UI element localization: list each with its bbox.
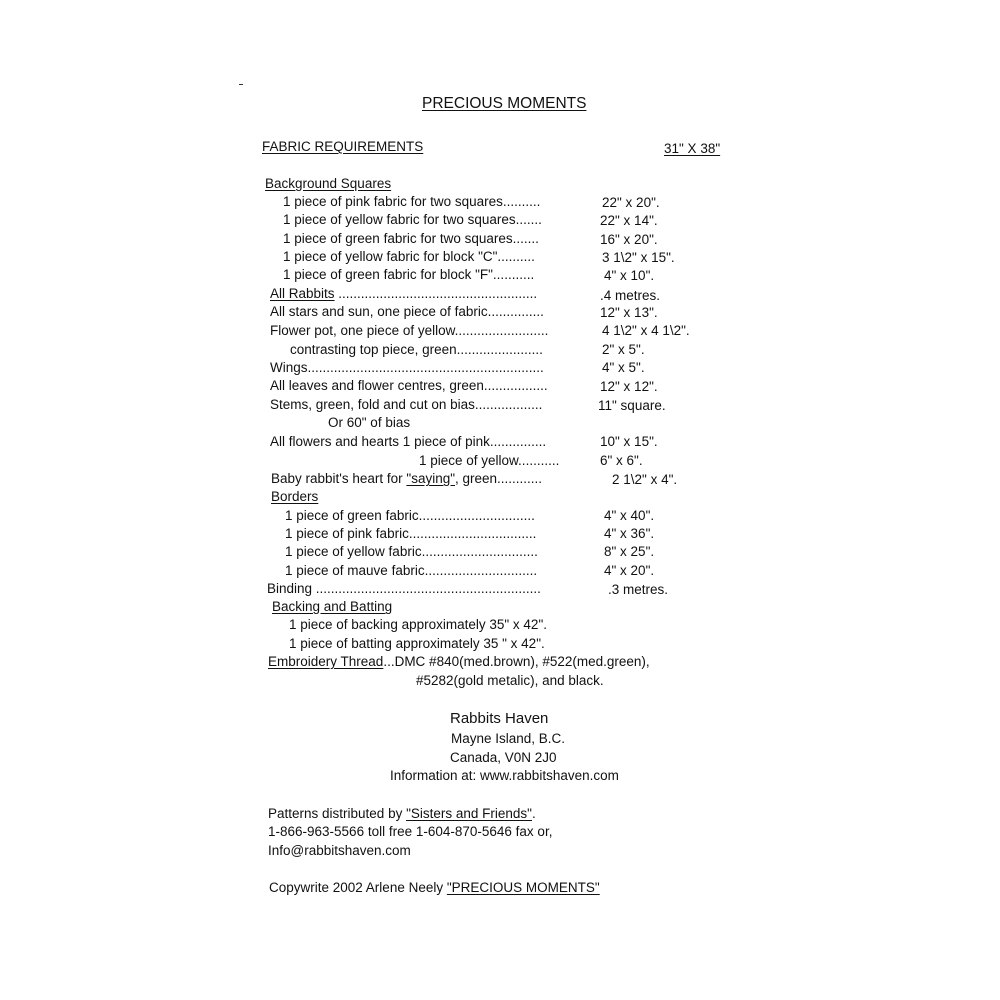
flowers-yellow-value: 6" x 6". xyxy=(600,453,643,468)
copyright-title: "PRECIOUS MOMENTS" xyxy=(446,880,600,895)
page-title: PRECIOUS MOMENTS xyxy=(422,95,587,112)
border-item-desc: 1 piece of green fabric............................... xyxy=(285,508,535,523)
bg-item-desc: 1 piece of green fabric for two squares....... xyxy=(283,231,539,246)
item-value: 2" x 5". xyxy=(602,342,645,357)
item-value: 4" x 5". xyxy=(602,360,645,375)
item-value: 12" x 12". xyxy=(600,379,658,394)
bg-item-value: 3 1\2" x 15". xyxy=(602,250,675,265)
flowers-value: 10" x 15". xyxy=(600,434,658,449)
copyright-line xyxy=(269,879,600,897)
bg-item-desc: 1 piece of yellow fabric for two squares....... xyxy=(283,212,542,227)
phone-line: 1-866-963-5566 toll free 1-604-870-5646 fax or, xyxy=(268,824,553,839)
border-item-value: 4" x 36". xyxy=(604,526,655,541)
item-value: 4 1\2" x 4 1\2". xyxy=(602,323,690,338)
all-rabbits-leader: ..................................................... xyxy=(334,286,538,301)
bg-item-desc: 1 piece of yellow fabric for block "C".......... xyxy=(283,249,535,264)
backing-line: 1 piece of backing approximately 35" x 42". xyxy=(289,617,547,632)
company-city: Mayne Island, B.C. xyxy=(451,731,566,746)
all-rabbits-value: .4 metres. xyxy=(600,288,661,303)
border-item-value: 4" x 40". xyxy=(604,508,655,523)
bg-item-value: 16" x 20". xyxy=(600,232,658,247)
item-desc: Wings............................................................... xyxy=(270,360,544,375)
baby-rabbit-value: 2 1\2" x 4". xyxy=(612,472,678,487)
baby-rabbit-desc xyxy=(271,470,542,488)
embroidery-line-2: #5282(gold metalic), and black. xyxy=(416,673,604,688)
item-desc: Stems, green, fold and cut on bias.................. xyxy=(270,397,543,412)
company-country: Canada, V0N 2J0 xyxy=(450,750,557,765)
binding-value: .3 metres. xyxy=(608,582,669,597)
border-item-value: 4" x 20". xyxy=(604,563,655,578)
company-name: Rabbits Haven xyxy=(450,710,549,727)
bg-item-value: 22" x 20". xyxy=(602,195,660,210)
stray-mark xyxy=(239,84,243,85)
borders-heading: Borders xyxy=(271,489,319,504)
bg-item-value: 4" x 10". xyxy=(604,268,655,283)
embroidery-row xyxy=(268,653,650,671)
item-value: 11" square. xyxy=(598,398,666,413)
distributor-name: "Sisters and Friends" xyxy=(406,806,532,821)
item-desc: All leaves and flower centres, green................. xyxy=(270,378,548,393)
quilt-size: 31" X 38" xyxy=(664,141,721,156)
company-info: Information at: www.rabbitshaven.com xyxy=(390,768,619,783)
email-line: Info@rabbitshaven.com xyxy=(268,843,411,858)
saying-label: "saying" xyxy=(406,471,456,486)
all-rabbits-label: All Rabbits xyxy=(270,286,335,301)
border-item-desc: 1 piece of mauve fabric.............................. xyxy=(285,563,538,578)
distribution-text: Patterns distributed by xyxy=(268,806,407,821)
fabric-requirements-heading: FABRIC REQUIREMENTS xyxy=(262,139,424,154)
item-desc: contrasting top piece, green....................... xyxy=(290,342,543,357)
item-desc: Flower pot, one piece of yellow......................... xyxy=(270,323,549,338)
backing-heading: Backing and Batting xyxy=(272,599,393,614)
baby-rabbit-leader: , green............ xyxy=(455,471,543,486)
bg-item-desc: 1 piece of pink fabric for two squares.......... xyxy=(283,194,541,209)
batting-line: 1 piece of batting approximately 35 " x 42". xyxy=(289,636,545,651)
copyright-text: Copywrite 2002 Arlene Neely xyxy=(269,880,447,895)
all-rabbits-row xyxy=(270,285,537,303)
baby-rabbit-text: Baby rabbit's heart for xyxy=(271,471,407,486)
item-value: 12" x 13". xyxy=(600,305,658,320)
item-desc: All stars and sun, one piece of fabric............... xyxy=(270,304,544,319)
bias-note: Or 60" of bias xyxy=(328,415,411,430)
embroidery-label: Embroidery Thread xyxy=(268,654,384,669)
distribution-period: . xyxy=(531,806,536,821)
flowers-yellow-desc: 1 piece of yellow........... xyxy=(419,453,560,468)
flowers-desc: All flowers and hearts 1 piece of pink............... xyxy=(270,434,547,449)
binding-desc: Binding ............................................................ xyxy=(267,581,541,596)
distribution-line xyxy=(268,805,536,823)
embroidery-line: ...DMC #840(med.brown), #522(med.green), xyxy=(383,654,650,669)
background-squares-heading: Background Squares xyxy=(265,176,392,191)
border-item-value: 8" x 25". xyxy=(604,544,655,559)
bg-item-value: 22" x 14". xyxy=(600,213,658,228)
bg-item-desc: 1 piece of green fabric for block "F"........... xyxy=(283,267,535,282)
border-item-desc: 1 piece of pink fabric.................................. xyxy=(285,526,537,541)
border-item-desc: 1 piece of yellow fabric............................... xyxy=(285,544,538,559)
